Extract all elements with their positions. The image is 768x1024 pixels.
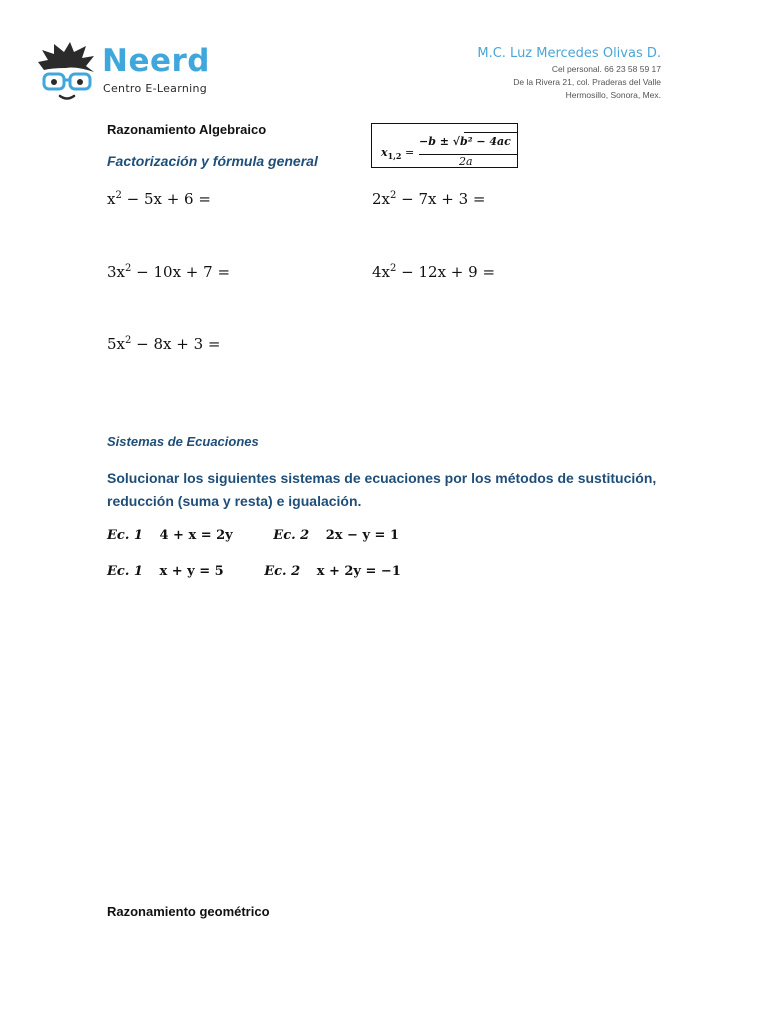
system-1-equation-1: 4 + x = 2y: [159, 528, 233, 543]
system-2-tag-2: Ec. 2: [264, 564, 301, 579]
system-2: [107, 564, 401, 579]
system-1-tag-2: Ec. 2: [273, 528, 310, 543]
section-title-geometry: Razonamiento geométrico: [107, 904, 270, 919]
subtitle-factorization: Factorización y fórmula general: [107, 153, 318, 169]
radical-bar: [464, 132, 517, 133]
expression-3: $3x^2 - 10x + 7$ =: [107, 263, 231, 281]
contact-city: Hermosillo, Sonora, Mex.: [565, 90, 661, 100]
system-2-tag-1: Ec. 1: [107, 564, 143, 579]
section-title-algebra: Razonamiento Algebraico: [107, 122, 267, 137]
expression-2: $2x^2 - 7x + 3$ =: [372, 190, 486, 208]
formula-lhs: $x_{1,2}$: [381, 146, 402, 162]
system-1-tag-1: Ec. 1: [107, 528, 143, 543]
system-1-equation-2: 2x − y = 1: [325, 528, 400, 543]
logo-tagline: Centro E-Learning: [103, 82, 208, 95]
system-1: [107, 528, 399, 543]
contact-phone: Cel personal. 66 23 58 59 17: [551, 64, 661, 74]
quadratic-formula-box: [371, 123, 518, 168]
system-2-equation-2: x + 2y = −1: [316, 564, 401, 579]
system-2-equation-1: x + y = 5: [159, 564, 224, 579]
systems-instructions: Solucionar los siguientes sistemas de ecuaciones por los métodos de sustitución, reducción (suma y resta) e igualación.: [107, 470, 657, 509]
expression-4: $4x^2 - 12x + 9$ =: [372, 263, 496, 281]
formula-denominator: 2a: [459, 155, 473, 168]
teacher-name: M.C. Luz Mercedes Olivas D.: [477, 46, 661, 61]
expression-1: $x^2 - 5x + 6$ =: [107, 190, 211, 208]
expression-5: $5x^2 - 8x + 3$ =: [107, 335, 221, 353]
contact-block: [477, 46, 661, 102]
formula-numerator: −b ± √b² − 4ac: [419, 135, 511, 148]
section-title-systems: Sistemas de Ecuaciones: [107, 434, 259, 449]
formula-equals: =: [405, 146, 415, 159]
neerd-mascot-logo: [36, 40, 100, 106]
contact-address: De la Rivera 21, col. Praderas del Valle: [513, 77, 661, 87]
logo-name: Neerd: [102, 43, 210, 79]
